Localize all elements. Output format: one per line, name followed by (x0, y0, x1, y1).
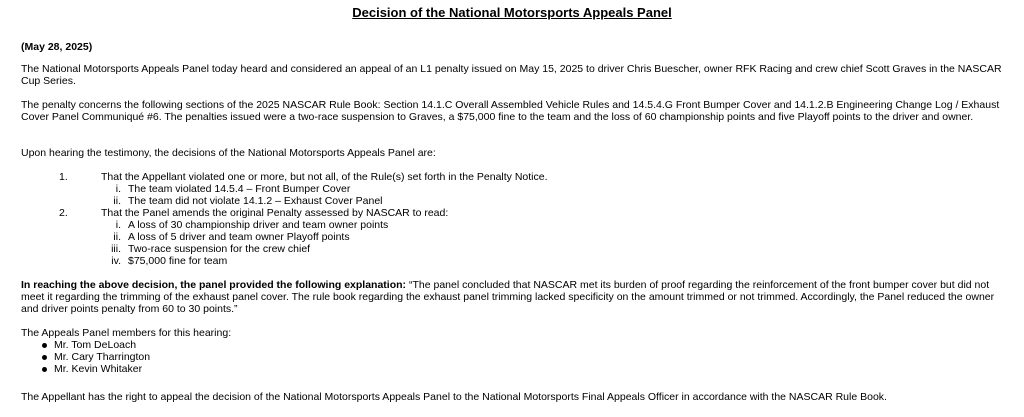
subitem-number: ii. (113, 231, 121, 243)
subitem-number: iii. (111, 243, 121, 255)
decision-text: That the Appellant violated one or more, but not all, of the Rule(s) set forth in the Penalty Notice. (101, 171, 548, 183)
decision-number: 2. (59, 207, 68, 219)
explanation-body: “The panel concluded that NASCAR met its burden of proof regarding the reinforcement of the front bumper cover but did not meet it regarding the trimming of the exhaust panel cover. The rule book regarding the exhaust panel trimming lacked specificity on the amount trimmed or not trimmed. Accordingly, the Panel reduced the owner and driver points penalty from 60 to 30 points.” (21, 279, 995, 315)
subitem-number: i. (115, 219, 121, 231)
member-name: Mr. Tom DeLoach (54, 339, 137, 351)
decision-subitem (0, 183, 1024, 195)
member-item (0, 351, 1024, 363)
bullet-icon (42, 367, 47, 372)
decision-subitem (0, 195, 1024, 207)
member-item (0, 339, 1024, 351)
decision-item (0, 207, 1024, 219)
decision-text: That the Panel amends the original Penalty assessed by NASCAR to read: (101, 207, 449, 219)
subitem-text: The team violated 14.5.4 – Front Bumper Cover (128, 183, 351, 195)
subitem-text: $75,000 fine for team (128, 255, 228, 267)
member-item (0, 363, 1024, 375)
subitem-number: ii. (113, 195, 121, 207)
decision-date: (May 28, 2025) (21, 41, 93, 53)
member-name: Mr. Cary Tharrington (54, 351, 151, 363)
subitem-text: Two-race suspension for the crew chief (128, 243, 311, 255)
penalty-paragraph: The penalty concerns the following sections of the 2025 NASCAR Rule Book: Section 14.1.C Overall Assembled Vehicle Rules and 14.5.4.G Front Bumper Cover and 14.1.2.B Engineering Change Log / Exhaust Cover Panel Communiqué #6. The penalties issued were a two-race suspension to Graves, a $75,000 fine to the team and the loss of 60 championship points and five Playoff points to the driver and owner. (21, 99, 1000, 123)
decision-subitem (0, 243, 1024, 255)
decisions-list (0, 171, 1024, 267)
decision-subitem (0, 219, 1024, 231)
members-intro: The Appeals Panel members for this hearing: (21, 327, 232, 339)
decision-subitem (0, 231, 1024, 243)
decision-item (0, 171, 1024, 183)
explanation-lead: In reaching the above decision, the panel provided the following explanation: (21, 279, 407, 291)
decision-number: 1. (59, 171, 68, 183)
subitem-number: iv. (111, 255, 121, 267)
members-list (0, 339, 1024, 375)
closing-paragraph: The Appellant has the right to appeal the decision of the National Motorsports Appeals Panel to the National Motorsports Final Appeals Officer in accordance with the NASCAR Rule Book. (21, 391, 887, 403)
decision-subitem (0, 255, 1024, 267)
bullet-icon (42, 343, 47, 348)
subitem-text: The team did not violate 14.1.2 – Exhaust Cover Panel (128, 195, 383, 207)
member-name: Mr. Kevin Whitaker (54, 363, 143, 375)
intro-paragraph: The National Motorsports Appeals Panel today heard and considered an appeal of an L1 penalty issued on May 15, 2025 to driver Chris Buescher, owner RFK Racing and crew chief Scott Graves in the NASCAR Cup Series. (21, 63, 1002, 87)
bullet-icon (42, 355, 47, 360)
page-title: Decision of the National Motorsports Appeals Panel (352, 5, 672, 20)
decisions-intro: Upon hearing the testimony, the decisions of the National Motorsports Appeals Panel are: (21, 147, 436, 159)
subitem-text: A loss of 30 championship driver and team owner points (128, 219, 389, 231)
subitem-number: i. (115, 183, 121, 195)
explanation-paragraph (21, 279, 1006, 315)
subitem-text: A loss of 5 driver and team owner Playoff points (128, 231, 350, 243)
